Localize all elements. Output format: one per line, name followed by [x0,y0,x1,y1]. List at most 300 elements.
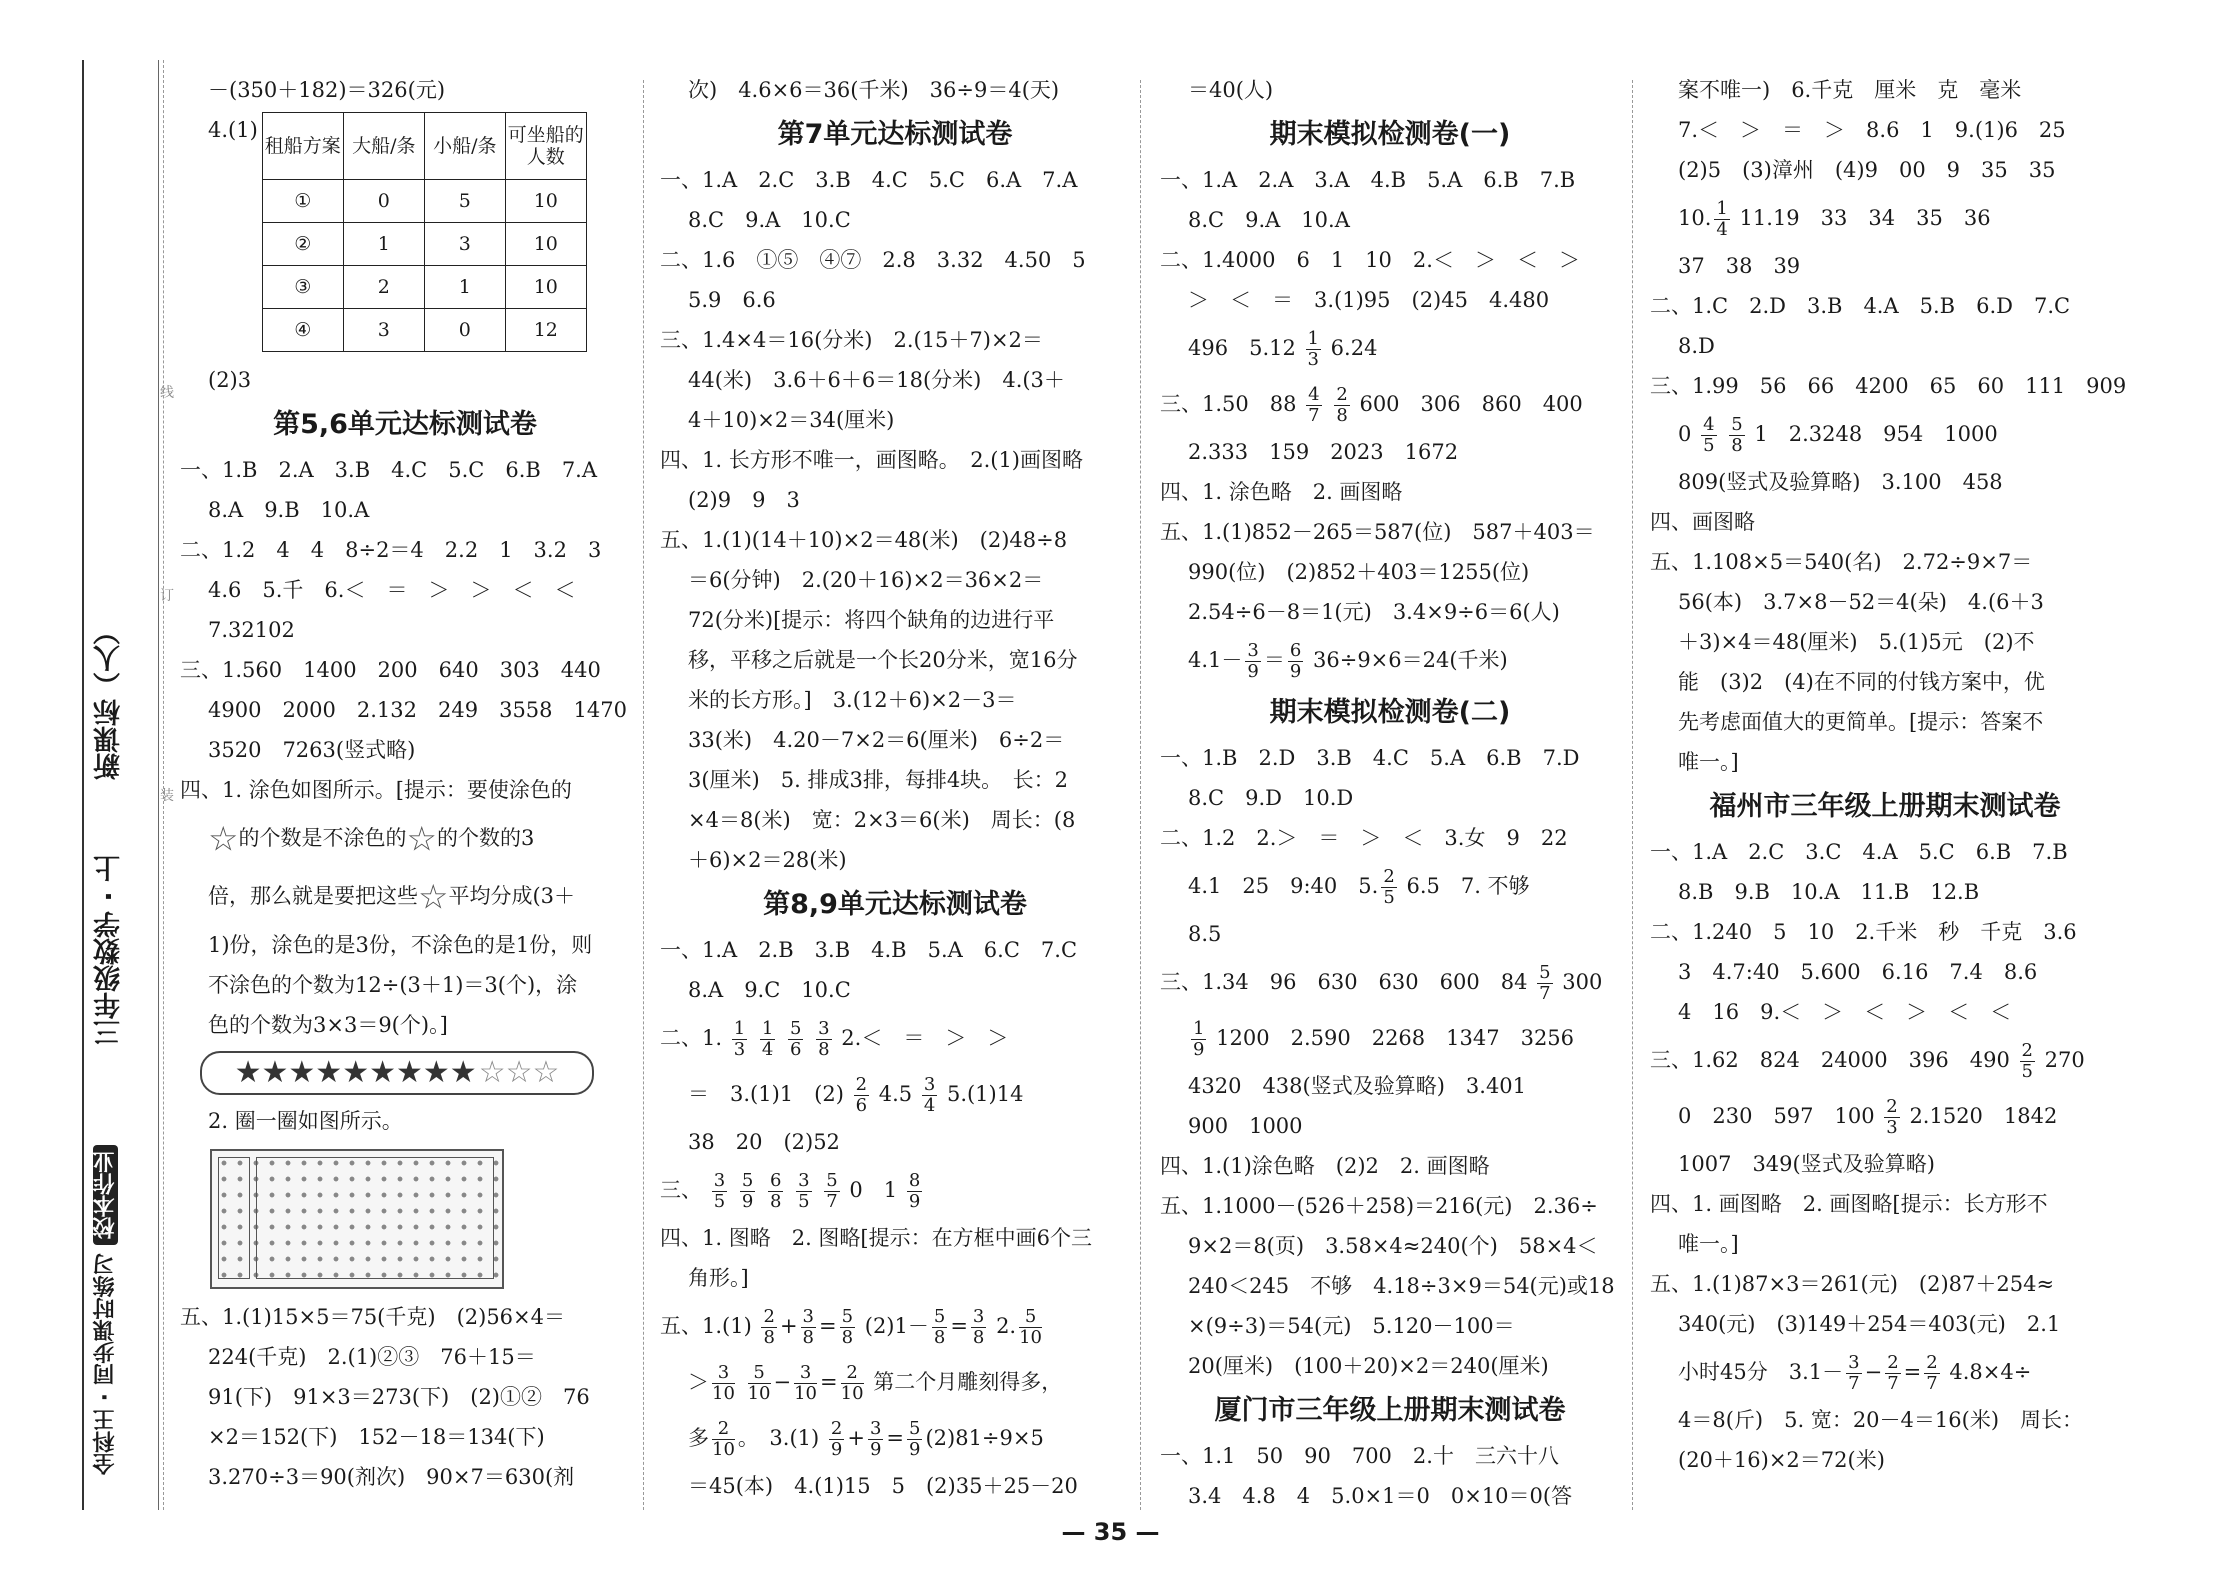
answer-line [1650,1088,2120,1144]
answer-line: ＋6)×2＝28(米) [688,848,847,872]
fraction [932,1307,947,1348]
answer-line: 一、1.1 50 90 700 2.十 三六十八 [1160,1444,1559,1468]
fraction [1334,385,1349,426]
answer-line: 4320 438(竖式及验算略) 3.401 [1188,1074,1527,1098]
numerator: 2 [1926,1352,1938,1373]
denominator: 8 [933,1327,946,1348]
fraction [740,1171,755,1212]
answer-line: 8.B 9.B 10.A 11.B 12.B [1678,880,1980,904]
denominator: 10 [712,1383,735,1404]
text-span: 5.(1)14 [946,1082,1024,1106]
answer-line: ＋3)×4＝48(厘米) 5.(1)5元 (2)不 [1678,630,2035,654]
fraction [922,1075,937,1116]
numerator: 2 [712,1419,735,1440]
fraction [712,1363,735,1404]
answer-line: 一、1.A 2.B 3.B 4.B 5.A 6.C 7.C [660,938,1078,962]
answer-line: 4 16 9.＜ ＞ ＜ ＞ ＜ ＜ [1678,1000,2012,1024]
answer-line: 8.C 9.A 10.A [1188,208,1350,232]
denominator: 7 [1539,983,1551,1004]
denominator: 10 [794,1383,818,1404]
section-title: 期末模拟检测卷(一) [1269,119,1511,150]
boat-rental-table [262,112,587,352]
denominator: 10 [747,1383,771,1404]
answer-line: 5.9 6.6 [688,288,776,312]
table-cell: 3 [424,223,505,266]
numerator: 3 [972,1306,985,1327]
answer-line: 7.＜ ＞ ＝ ＞ 8.6 1 9.(1)6 25 [1678,118,2066,142]
table-row [262,180,586,223]
answer-line: 五、1.(1) $\frac{2}{8}$ + $\frac{3}{8}$ = $\frac{5}{8}$ (2)1－ $\frac{5}{8}$ = $\frac{3}{8}$ 2. $\frac{5}{10}$ [660,1306,1043,1348]
star-icon: ☆ [208,819,239,860]
denominator: 6 [790,1039,802,1060]
fraction [712,1171,727,1212]
dot-grid-figure [210,1149,504,1289]
denominator: 4 [923,1095,936,1116]
numerator: 6 [1289,640,1302,661]
fraction [1288,641,1303,682]
fraction [748,1363,771,1404]
numerator: 3 [1247,640,1259,661]
fraction [829,1419,844,1460]
table-header: 小船/条 [424,113,505,180]
table-cell: ② [262,223,343,266]
text-span: 270 [2044,1048,2085,1072]
answer-line: 8.D [1678,334,1715,358]
text-span: (2)1－ [864,1314,929,1338]
answer-line: 四、1. 图略 2. 图略[提示：在方框中画6个三 [660,1226,1092,1250]
text-span: 五、1.(1) [660,1314,752,1338]
answer-line [1160,320,1620,376]
answer-line: 240＜245 不够 4.18÷3×9＝54(元)或18 [1188,1274,1615,1298]
answer-line: 56(本) 3.7×8－52＝4(朵) 4.(6＋3 [1678,590,2044,614]
fraction [971,1307,986,1348]
fraction [1701,415,1716,456]
numerator: 5 [748,1363,771,1384]
denominator: 8 [972,1327,985,1348]
denominator: 4 [1716,219,1728,240]
denominator: 10 [1019,1327,1043,1348]
answer-line: 角形。] [688,1266,749,1290]
text-span: 三、1.34 96 630 630 600 84 [1160,970,1528,994]
answer-line: 能 (3)2 (4)在不同的付钱方案中，优 [1678,670,2045,694]
fraction [796,1171,811,1212]
answer-line: 1007 349(竖式及验算略) [1678,1152,1935,1176]
fraction [1019,1307,1042,1348]
text-span: 倍，那么就是要把这些 [208,883,418,908]
numerator: 5 [933,1306,946,1327]
denominator: 8 [769,1191,782,1212]
numerator: 2 [763,1306,775,1327]
spine-edition: 新课标（人） [94,618,125,780]
table-cell: 10 [505,266,586,309]
fraction [801,1307,816,1348]
table-cell: 3 [343,309,424,352]
fraction [788,1019,803,1060]
answer-line: 一、1.A 2.A 3.A 4.B 5.A 6.B 7.B [1160,168,1576,192]
cut-mark-line: 线 [160,385,174,401]
fraction [816,1019,831,1060]
table-row [262,309,586,352]
fraction [1537,963,1552,1004]
denominator: 5 [2021,1061,2033,1082]
numerator: 5 [1731,414,1743,435]
text-span: 1200 2.590 2268 1347 3256 [1216,1026,1575,1050]
table-cell: 10 [505,223,586,266]
answer-line: 8.5 [1188,922,1222,946]
answer-line: 340(元) (3)149＋254＝403(元) 2.1 [1678,1312,2061,1336]
answer-line: 二、1.C 2.D 3.B 4.A 5.B 6.D 7.C [1650,294,2071,318]
empty-stars: ☆☆☆ [478,1055,560,1090]
answer-line: (2)5 (3)漳州 (4)9 00 9 35 35 [1678,158,2056,182]
answer-line: 二、1.4000 6 1 10 2.＜ ＞ ＜ ＞ [1160,248,1580,272]
fraction [761,1307,776,1348]
answer-line: 3520 7263(竖式略) [208,738,416,762]
text-span: ＝ 3.(1)1 (2) [688,1082,844,1106]
denominator: 9 [869,1439,882,1460]
denominator: 6 [855,1095,868,1116]
denominator: 3 [733,1039,746,1060]
answer-line: 3(厘米) 5. 排成3排，每排4块。 长：2 [688,768,1069,792]
answer-line: 一、1.A 2.C 3.C 4.A 5.C 6.B 7.B [1650,840,2068,864]
fraction [1924,1353,1939,1394]
denominator: 9 [1289,661,1302,682]
answer-line: 四、1. 涂色如图所示。[提示：要使涂色的 [180,778,572,802]
page-number: — 35 — [1061,1518,1160,1546]
denominator: 7 [826,1191,838,1212]
numerator: 3 [818,1018,830,1039]
answer-line: 990(位) (2)852＋403＝1255(位) [1188,560,1530,584]
fraction [1885,1353,1900,1394]
text-span: ＞ [688,1370,709,1394]
denominator: 9 [1193,1039,1205,1060]
denominator: 3 [1886,1117,1898,1138]
fraction [1381,867,1396,908]
answer-line [1160,1010,1620,1066]
text-span: 三、 [660,1178,702,1202]
answer-line: ＝45(本) 4.(1)15 5 (2)35＋25－20 [688,1474,1078,1498]
numerator: 5 [841,1306,854,1327]
answer-line: 二、1.240 5 10 2.千米 秒 千克 3.6 [1650,920,2077,944]
text-span: 2. [996,1314,1017,1338]
table-row [262,223,586,266]
fraction [1306,385,1321,426]
fraction [732,1019,747,1060]
numerator: 3 [712,1363,735,1384]
table-cell: 1 [424,266,505,309]
answer-line: ＝40(人) [1188,78,1274,102]
text-span: 0 230 597 100 [1678,1104,1875,1128]
question-label: 4.(1) [208,118,258,142]
denominator: 5 [1383,887,1395,908]
denominator: 8 [802,1327,814,1348]
column-divider [643,80,644,1510]
answer-line: 二、1.2 2.＞ ＝ ＞ ＜ 3.女 9 22 [1160,826,1568,850]
text-span: 0 1 [849,1178,898,1202]
column-2 [660,70,1130,1513]
text-span: 4.1 25 9:40 5. [1188,874,1379,898]
answer-line: 唯一。] [1678,750,1739,774]
denominator: 8 [818,1039,830,1060]
denominator: 10 [840,1383,864,1404]
answer-line: 五、1.(1)(14＋10)×2＝48(米) (2)48÷8 [660,528,1068,552]
answer-line [1160,376,1620,432]
fraction [840,1307,855,1348]
numerator: 3 [713,1170,726,1191]
answer-line [1160,632,1620,688]
answer-line: 37 38 39 [1678,254,1801,278]
answer-line: 五、1.1000－(526＋258)＝216(元) 2.36÷ [1160,1194,1598,1218]
text-span: 0 [1678,422,1692,446]
answer-line: 二、1.2 4 4 8÷2＝4 2.2 1 3.2 3 [180,538,602,562]
numerator: 1 [1193,1018,1205,1039]
answer-line: 多 $\frac{2}{10}$ 。 3.(1) $\frac{2}{9}$ + $\frac{3}{9}$ = $\frac{5}{9}$ (2)81÷9×5 [688,1418,1044,1460]
fraction [907,1171,922,1212]
denominator: 7 [1926,1373,1938,1394]
fraction [1306,329,1321,370]
numerator: 2 [830,1418,843,1439]
answer-line [180,868,630,926]
denominator: 9 [909,1439,921,1460]
answer-line: 三、1.99 56 66 4200 65 60 111 909 [1650,374,2127,398]
numerator: 1 [733,1018,746,1039]
text-span: 36÷9×6＝24(千米) [1313,648,1508,672]
answer-line: 9×2＝8(页) 3.58×4≈240(个) 58×4＜ [1188,1234,1598,1258]
answer-line: ＝6(分钟) 2.(20＋16)×2＝36×2＝ [688,568,1044,592]
table-cell: 0 [424,309,505,352]
answer-line: 3.270÷3＝90(剂次) 90×7＝630(剂 [208,1465,575,1489]
brand-name: 全科王 · 同步课时练习 [93,1253,118,1475]
text-span: 2.1520 1842 [1909,1104,2058,1128]
section-title: 第5,6单元达标测试卷 [273,409,537,440]
fraction [2020,1041,2035,1082]
answer-line: 五、1.(1)852－265＝587(位) 587＋403＝ [1160,520,1595,544]
answer-line [180,810,630,868]
numerator: 5 [1019,1307,1042,1328]
fraction [1191,1019,1206,1060]
text-span: 11.19 33 34 35 36 [1739,206,1991,230]
denominator: 5 [1703,435,1715,456]
text-span: 二、1. [660,1026,723,1050]
text-span: 4.5 [878,1082,913,1106]
answer-line: ×2＝152(下) 152－18＝134(下) [208,1425,545,1449]
answer-line [660,1066,1130,1122]
numerator: 2 [1383,866,1395,887]
table-cell: 2 [343,266,424,309]
answer-line: 一、1.A 2.C 3.B 4.C 5.C 6.A 7.A [660,168,1078,192]
numerator: 3 [1848,1352,1860,1373]
denominator: 7 [1848,1373,1860,1394]
section-title: 第7单元达标测试卷 [777,119,1013,150]
answer-line: 4＝8(斤) 5. 宽：20－4＝16(米) 周长： [1678,1408,2084,1432]
answer-line: 四、1.(1)涂色略 (2)2 2. 画图略 [1160,1154,1490,1178]
denominator: 5 [798,1191,810,1212]
answer-line: 900 1000 [1188,1114,1303,1138]
fraction [841,1363,864,1404]
column-4 [1650,70,2127,1513]
table-row [262,266,586,309]
answer-line: 72(分米)[提示：将四个缺角的边进行平 [688,608,1055,632]
text-span: ＝ [1263,648,1285,672]
numerator: 5 [790,1018,802,1039]
answer-line: 4＋10)×2＝34(厘米) [688,408,895,432]
numerator: 5 [1539,962,1551,983]
answer-line: 案不唯一) 6.千克 厘米 克 毫米 [1678,78,2022,102]
answer-line: 次) 4.6×6＝36(千米) 36÷9＝4(天) [688,78,1060,102]
section-title: 第8,9单元达标测试卷 [763,889,1027,920]
text-span: 第二个月雕刻得多， [873,1370,1063,1394]
answer-line: 四、1. 涂色略 2. 画图略 [1160,480,1403,504]
answer-line [660,1010,1130,1066]
numerator: 8 [908,1170,921,1191]
text-span: 1 2.3248 954 1000 [1754,422,1998,446]
denominator: 9 [1247,661,1259,682]
cut-mark-fold: 装 [160,788,174,804]
answer-line: 33(米) 4.20－7×2＝6(厘米) 6÷2＝ [688,728,1065,752]
denominator: 8 [763,1327,775,1348]
numerator: 3 [869,1418,882,1439]
answer-line: 二、1.6 ①⑤ ④⑦ 2.8 3.32 4.50 5 [660,248,1086,272]
answer-line: 小时45分 3.1－ $\frac{3}{7}$ − $\frac{2}{7}$ = $\frac{2}{7}$ 4.8×4÷ [1678,1352,2032,1394]
text-span: 6.5 7. 不够 [1406,874,1530,898]
answer-line [1160,954,1620,1010]
fraction [1729,415,1744,456]
answer-line: 先考虑面值大的更简单。[提示：答案不 [1678,710,2044,734]
circled-group-small [218,1157,250,1279]
text-span: 平均分成(3＋ [448,883,576,908]
fraction [1714,199,1729,240]
fraction [760,1019,775,1060]
answer-line: 五、1.(1)15×5＝75(千克) (2)56×4＝ [180,1305,565,1329]
fraction [868,1419,883,1460]
star-coloring-figure [200,1051,594,1095]
text-span: 三、1.50 88 [1160,392,1297,416]
answer-line: 3.4 4.8 4 5.0×1＝0 0×10＝0(答 [1188,1484,1573,1508]
answer-line: 五、1.(1)87×3＝261(元) (2)87＋254≈ [1650,1272,2055,1296]
denominator: 8 [841,1327,854,1348]
text-span: 600 306 860 400 [1359,392,1583,416]
table-header-row [262,113,586,180]
numerator: 5 [741,1170,754,1191]
answer-line [660,1162,1130,1218]
fraction [1245,641,1260,682]
circled-group-large [256,1157,494,1279]
text-span: 。 3.(1) [737,1426,820,1450]
answer-line: 38 20 (2)52 [688,1130,840,1154]
answer-line: 四、1. 长方形不唯一，画图略。 2.(1)画图略 [660,448,1083,472]
text-span: 10. [1678,206,1712,230]
denominator: 9 [741,1191,754,1212]
answer-line: 不涂色的个数为12÷(3＋1)＝3(个)，涂 [208,973,578,997]
denominator: 7 [1887,1373,1899,1394]
text-span: 的个数的3 [436,826,535,850]
answer-line: 四、1. 画图略 2. 画图略[提示：长方形不 [1650,1192,2048,1216]
denominator: 9 [830,1439,843,1460]
fraction [1846,1353,1861,1394]
answer-line: 4900 2000 2.132 249 3558 1470 [208,698,627,722]
table-cell: 10 [505,180,586,223]
table-header: 可坐船的人数 [505,113,586,180]
table-cell: 0 [343,180,424,223]
fraction [907,1419,922,1460]
numerator: 1 [761,1018,774,1039]
answer-line: ＞ ＜ ＝ 3.(1)95 (2)45 4.480 [1188,288,1550,312]
denominator: 8 [1336,405,1348,426]
answer-line: 224(千克) 2.(1)②③ 76＋15＝ [208,1345,536,1369]
spine-brand [90,1110,150,1510]
numerator: 3 [794,1363,817,1384]
text-span: 多 [688,1426,709,1450]
answer-line [1650,190,2120,246]
fraction [824,1171,839,1212]
fraction [712,1419,735,1460]
table-cell: ④ [262,309,343,352]
text-span: 6.24 [1330,336,1378,360]
numerator: 5 [909,1418,921,1439]
text-span: 496 5.12 [1188,336,1296,360]
denominator: 4 [761,1039,774,1060]
text-span: 2.＜ ＝ ＞ ＞ [841,1026,1009,1050]
table-cell: 1 [343,223,424,266]
star-icon: ☆ [418,877,449,917]
numerator: 2 [1886,1096,1898,1117]
answer-line: 809(竖式及验算略) 3.100 458 [1678,470,2003,494]
table-cell: 5 [424,180,505,223]
answer-line [1650,1032,2120,1088]
column-3 [1160,70,1620,1513]
answer-line: (20＋16)×2＝72(米) [1678,1448,1885,1472]
numerator: 4 [1308,384,1320,405]
numerator: 5 [826,1170,838,1191]
section-title: 福州市三年级上册期末测试卷 [1709,791,2061,822]
answer-line: 移，平移之后就是一个长20分米，宽16分 [688,648,1078,672]
answer-line: 44(米) 3.6＋6＋6＝18(分米) 4.(3＋ [688,368,1065,392]
numerator: 2 [1336,384,1348,405]
answer-line: ×4＝8(米) 宽：2×3＝6(米) 周长：(8 [688,808,1076,832]
column-1 [180,70,630,1513]
answer-line: (2)3 [208,368,252,392]
denominator: 3 [1307,349,1319,370]
fraction [794,1363,817,1404]
table-cell: 12 [505,309,586,352]
text-span: (2)81÷9×5 [925,1426,1044,1450]
table-header: 大船/条 [343,113,424,180]
answer-line: 8.C 9.D 10.D [1188,786,1354,810]
numerator: 2 [855,1074,868,1095]
answer-line: 唯一。] [1678,1232,1739,1256]
answer-line: 1)份，涂色的是3份，不涂色的是1份，则 [208,933,593,957]
denominator: 5 [713,1191,726,1212]
answer-line: 8.C 9.A 10.C [688,208,851,232]
table-cell: ① [262,180,343,223]
text-span: 300 [1562,970,1603,994]
numerator: 4 [1703,414,1715,435]
answer-line: 一、1.B 2.A 3.B 4.C 5.C 6.B 7.A [180,458,598,482]
section-title: 厦门市三年级上册期末测试卷 [1214,1395,1566,1426]
answer-line: 一、1.B 2.D 3.B 4.C 5.A 6.B 7.D [1160,746,1580,770]
denominator: 10 [712,1439,735,1460]
numerator: 2 [2021,1040,2033,1061]
answer-line: 色的个数为3×3＝9(个)。] [208,1013,448,1037]
answer-line: 米的长方形。] 3.(12＋6)×2－3＝ [688,688,1017,712]
text-span: 的个数是不涂色的 [238,826,407,850]
numerator: 1 [1716,198,1728,219]
column-divider [1632,80,1633,1510]
answer-line: 7.32102 [208,618,295,642]
numerator: 2 [841,1363,864,1384]
answer-line: 三、1.4×4＝16(分米) 2.(15＋7)×2＝ [660,328,1043,352]
answer-line: 8.A 9.C 10.C [688,978,851,1002]
numerator: 3 [923,1074,936,1095]
